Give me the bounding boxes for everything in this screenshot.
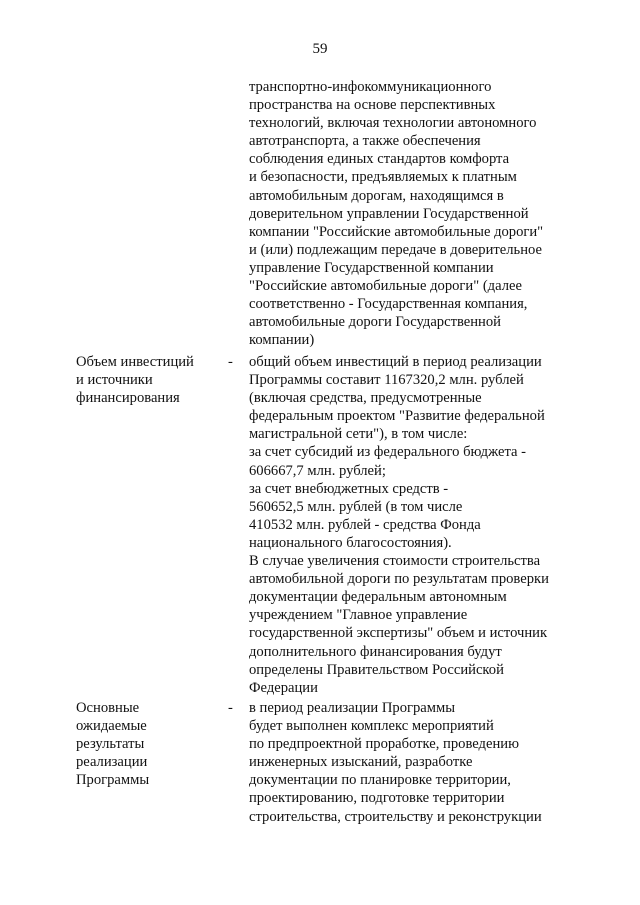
text-line: автомобильным дорогам, находящимся в: [249, 187, 504, 204]
text-line: транспортно-инфокоммуникационного: [249, 79, 492, 95]
label-line: Объем инвестиций: [76, 354, 194, 370]
text-line: соблюдения единых стандартов комфорта: [249, 151, 510, 168]
page-number: 59: [312, 41, 328, 57]
text-line: и безопасности, предъявляемых к платным: [249, 169, 517, 186]
text-line: 560652,5 млн. рублей (в том числе: [249, 498, 463, 515]
label-line: финансирования: [76, 390, 180, 407]
text-line: компании): [249, 332, 315, 349]
text-line: национального благосостояния).: [249, 534, 452, 551]
text-line: Федерации: [249, 679, 318, 696]
text-line: магистральной сети"), в том числе:: [249, 426, 468, 443]
section-text-investments: [249, 353, 549, 697]
text-line: в период реализации Программы: [249, 700, 456, 716]
section-text-results: [249, 699, 542, 826]
text-line: документации по планировке территории,: [249, 772, 511, 789]
text-line: 606667,7 млн. рублей;: [249, 462, 386, 479]
text-line: определены Правительством Российской: [249, 661, 504, 678]
text-line: управление Государственной компании: [249, 259, 494, 276]
text-line: технологий, включая технологии автономного: [249, 115, 537, 132]
text-line: документации федеральным автономным: [249, 589, 507, 606]
text-line: по предпроектной проработке, проведению: [249, 736, 519, 753]
section-label-investments: [76, 353, 194, 407]
text-line: Программы составит 1167320,2 млн. рублей: [249, 372, 524, 389]
text-line: 410532 млн. рублей - средства Фонда: [249, 516, 481, 533]
text-line: федеральным проектом "Развитие федеральной: [249, 408, 545, 425]
text-line: учреждением "Главное управление: [249, 607, 468, 624]
text-line: В случае увеличения стоимости строительства: [249, 553, 541, 570]
text-line: "Российские автомобильные дороги" (далее: [249, 278, 522, 295]
text-line: государственной экспертизы" объем и источник: [249, 625, 548, 642]
text-line: проектированию, подготовке территории: [249, 790, 505, 807]
text-line: за счет субсидий из федерального бюджета -: [249, 444, 527, 461]
text-line: инженерных изысканий, разработке: [249, 754, 473, 771]
label-line: Программы: [76, 772, 150, 789]
section-dash: -: [228, 700, 233, 716]
text-line: общий объем инвестиций в период реализации: [249, 354, 542, 370]
text-line: за счет внебюджетных средств -: [249, 480, 449, 497]
text-line: автомобильной дороги по результатам проверки: [249, 571, 549, 588]
section-label-results: [76, 699, 149, 789]
label-line: ожидаемые: [76, 718, 147, 735]
text-line: соответственно - Государственная компания,: [249, 296, 528, 313]
text-line: автотранспорта, а также обеспечения: [249, 133, 481, 150]
label-line: реализации: [76, 754, 148, 771]
text-line: доверительном управлении Государственной: [249, 205, 529, 222]
text-line: пространства на основе перспективных: [249, 97, 496, 114]
text-line: (включая средства, предусмотренные: [249, 390, 482, 407]
label-line: Основные: [76, 700, 140, 716]
label-line: и источники: [76, 372, 153, 389]
text-line: будет выполнен комплекс мероприятий: [249, 718, 494, 735]
text-line: и (или) подлежащим передаче в доверительное: [249, 241, 542, 258]
continuation-text: [249, 78, 543, 349]
text-line: автомобильные дороги Государственной: [249, 314, 501, 331]
text-line: компании "Российские автомобильные дороги": [249, 223, 544, 240]
text-line: строительства, строительству и реконструкции: [249, 808, 542, 825]
label-line: результаты: [76, 736, 145, 753]
text-line: дополнительного финансирования будут: [249, 643, 502, 660]
section-dash: -: [228, 354, 233, 370]
